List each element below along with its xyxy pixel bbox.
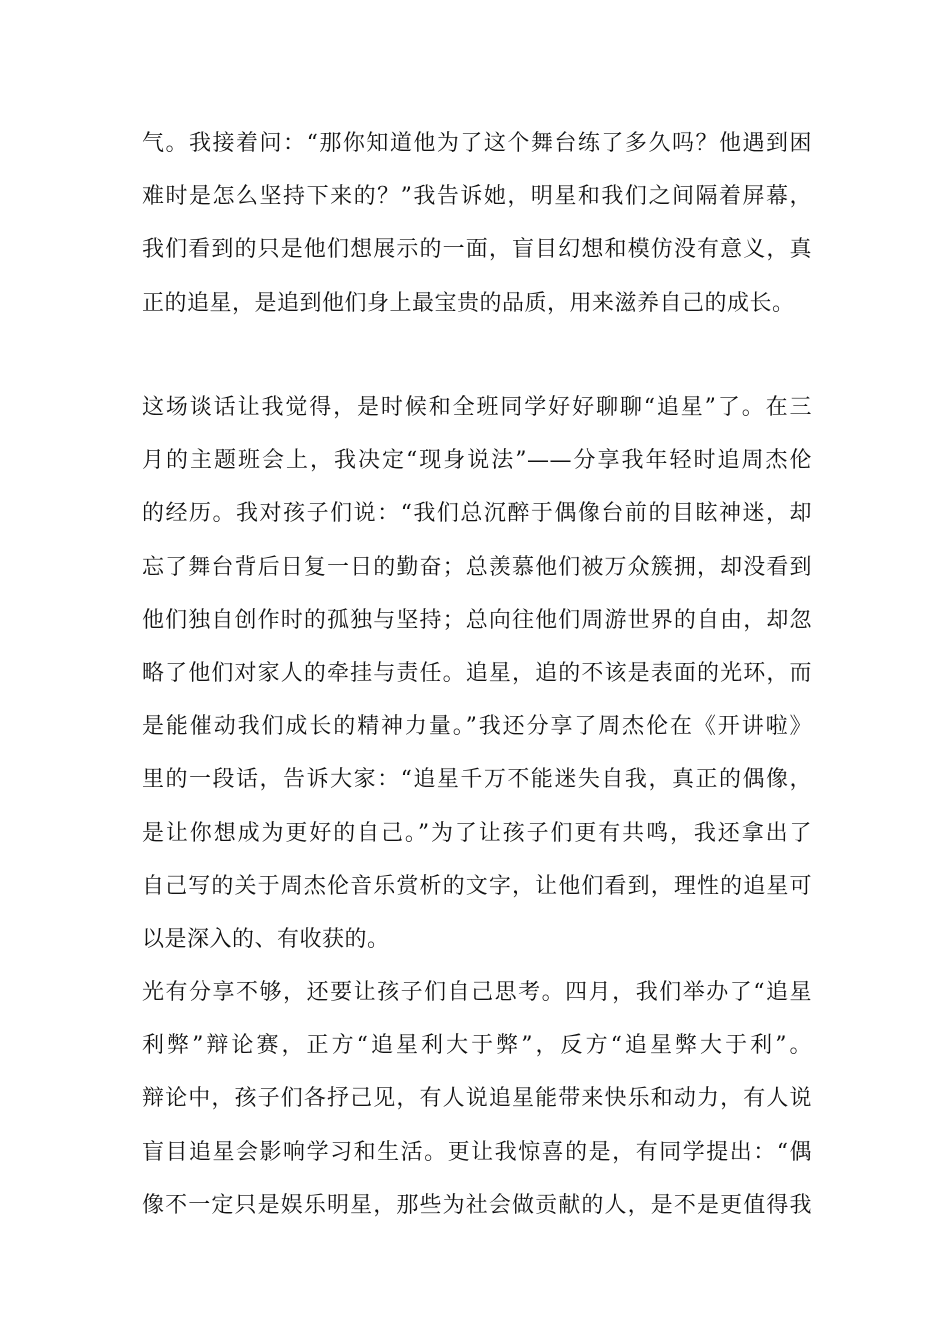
text-line: 辩论中，孩子们各抒己见，有人说追星能带来快乐和动力，有人说 <box>142 1086 812 1112</box>
text-line: 自己写的关于周杰伦音乐赏析的文字，让他们看到，理性的追星可 <box>142 873 812 899</box>
text-line: 难时是怎么坚持下来的？”我告诉她，明星和我们之间隔着屏幕， <box>142 184 812 210</box>
paragraph-3 <box>142 966 812 1232</box>
text-line: 这场谈话让我觉得，是时候和全班同学好好聊聊“追星”了。在三 <box>142 395 812 420</box>
text-line: 正的追星，是追到他们身上最宝贵的品质，用来滋养自己的成长。 <box>142 290 795 316</box>
text-line: 忘了舞台背后日复一日的勤奋；总羡慕他们被万众簇拥，却没看到 <box>142 554 812 580</box>
text-line: 月的主题班会上，我决定“现身说法”——分享我年轻时追周杰伦 <box>142 448 812 474</box>
text-line: 像不一定只是娱乐明星，那些为社会做贡献的人，是不是更值得我 <box>142 1192 812 1218</box>
paragraph-1 <box>142 117 812 330</box>
text-line: 是让你想成为更好的自己。”为了让孩子们更有共鸣，我还拿出了 <box>142 820 812 846</box>
text-line: 里的一段话，告诉大家：“追星千万不能迷失自我，真正的偶像， <box>142 767 812 793</box>
text-line: 盲目追星会影响学习和生活。更让我惊喜的是，有同学提出：“偶 <box>142 1139 812 1165</box>
text-line: 的经历。我对孩子们说：“我们总沉醉于偶像台前的目眩神迷，却 <box>142 501 812 527</box>
paragraph-2 <box>142 381 812 966</box>
text-line: 以是深入的、有收获的。 <box>142 926 390 952</box>
text-line: 利弊”辩论赛，正方“追星利大于弊”，反方“追星弊大于利”。 <box>142 1033 812 1059</box>
text-line: 是能催动我们成长的精神力量。”我还分享了周杰伦在《开讲啦》 <box>142 714 812 740</box>
text-line: 我们看到的只是他们想展示的一面，盲目幻想和模仿没有意义，真 <box>142 237 812 263</box>
text-line: 他们独自创作时的孤独与坚持；总向往他们周游世界的自由，却忽 <box>142 607 812 633</box>
text-line: 气。我接着问：“那你知道他为了这个舞台练了多久吗？他遇到困 <box>142 131 812 156</box>
text-line: 光有分享不够，还要让孩子们自己思考。四月，我们举办了“追星 <box>142 980 812 1005</box>
text-line: 略了他们对家人的牵挂与责任。追星，追的不该是表面的光环，而 <box>142 660 812 686</box>
